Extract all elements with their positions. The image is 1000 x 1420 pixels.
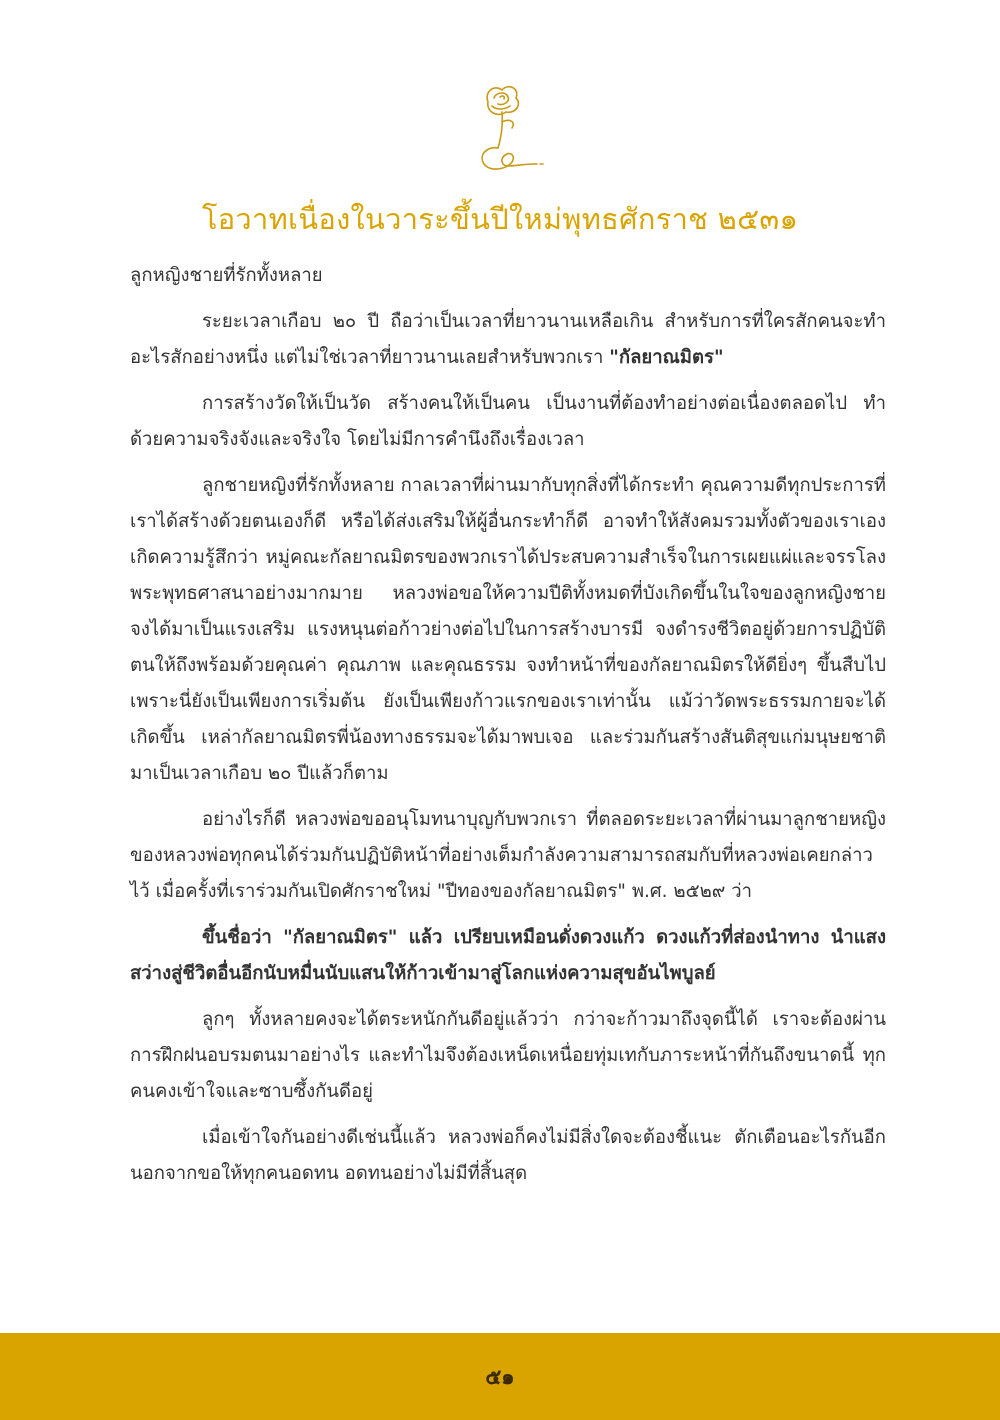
paragraph: [130, 304, 886, 376]
rose-signature-icon: [458, 80, 548, 180]
paragraph: ลูกชายหญิงที่รักทั้งหลาย กาลเวลาที่ผ่านมากับทุกสิ่งที่ได้กระทำ คุณความดีทุกประการที่เราได้สร้างด้วยตนเองก็ดี หรือได้ส่งเสริมให้ผู้อื่นกระทำก็ดี อาจทำให้สังคมรวมทั้งตัวของเราเองเกิดความรู้สึกว่า หมู่คณะกัลยาณมิตรของพวกเราได้ประสบความสำเร็จในการเผยแผ่และจรรโลงพระพุทธศาสนาอย่างมากมาย หลวงพ่อขอให้ความปีติทั้งหมดที่บังเกิดขึ้นในใจของลูกหญิงชาย จงได้มาเป็นแรงเสริม แรงหนุนต่อก้าวย่างต่อไปในการสร้างบารมี จงดำรงชีวิตอยู่ด้วยการปฏิบัติตนให้ถึงพร้อมด้วยคุณค่า คุณภาพ และคุณธรรม จงทำหน้าที่ของกัลยาณมิตรให้ดียิ่งๆ ขึ้นสืบไป เพราะนี่ยังเป็นเพียงการเริ่มต้น ยังเป็นเพียงก้าวแรกของเราเท่านั้น แม้ว่าวัดพระธรรมกายจะได้เกิดขึ้น เหล่ากัลยาณมิตรพี่น้องทางธรรมจะได้มาพบเจอ และร่วมกันสร้างสันติสุขแก่มนุษยชาติมาเป็นเวลาเกือบ ๒๐ ปีแล้วก็ตาม: [130, 475, 886, 784]
paragraph: อย่างไรก็ดี หลวงพ่อขออนุโมทนาบุญกับพวกเรา ที่ตลอดระยะเวลาที่ผ่านมาลูกชายหญิงของหลวงพ่อทุกคนได้ร่วมกันปฏิบัติหน้าที่อย่างเต็มกำลังความสามารถสมกับที่หลวงพ่อเคยกล่าวไว้ เมื่อครั้งที่เราร่วมกันเปิดศักราชใหม่ "ปีทองของกัลยาณมิตร" พ.ศ. ๒๕๒๙ ว่า: [130, 809, 886, 902]
paragraph: เมื่อเข้าใจกันอย่างดีเช่นนี้แล้ว หลวงพ่อก็คงไม่มีสิ่งใดจะต้องชี้แนะ ตักเตือนอะไรกันอีก นอกจากขอให้ทุกคนอดทน อดทนอย่างไม่มีที่สิ้นสุด: [130, 1127, 886, 1184]
paragraph: การสร้างวัดให้เป็นวัด สร้างคนให้เป็นคน เป็นงานที่ต้องทำอย่างต่อเนื่องตลอดไป ทำด้วยความจริงจังและจริงใจ โดยไม่มีการคำนึงถึงเรื่องเวลา: [130, 393, 886, 450]
body-text: [130, 258, 886, 1202]
page-footer: [0, 1333, 1000, 1420]
page-number: ๕๑: [485, 1365, 515, 1389]
bold-phrase: "กัลยาณมิตร": [609, 347, 724, 368]
salutation: ลูกหญิงชายที่รักทั้งหลาย: [130, 265, 323, 286]
paragraph: ลูกๆ ทั้งหลายคงจะได้ตระหนักกันดีอยู่แล้วว่า กว่าจะก้าวมาถึงจุดนี้ได้ เราจะต้องผ่านการฝึกฝนอบรมตนมาอย่างไร และทำไมจึงต้องเหน็ดเหนื่อยทุ่มเทกับภาระหน้าที่กันถึงขนาดนี้ ทุกคนคงเข้าใจและซาบซึ้งกันดีอยู่: [130, 1009, 886, 1102]
page-title: โอวาทเนื่องในวาระขึ้นปีใหม่พุทธศักราช ๒๕๓๑: [201, 202, 799, 236]
paragraph-text: ระยะเวลาเกือบ ๒๐ ปี ถือว่าเป็นเวลาที่ยาวนานเหลือเกิน สำหรับการที่ใครสักคนจะทำอะไรสักอย่างหนึ่ง แต่ไม่ใช่เวลาที่ยาวนานเลยสำหรับพวกเรา: [130, 311, 886, 368]
quote-paragraph: ขึ้นชื่อว่า "กัลยาณมิตร" แล้ว เปรียบเหมือนดั่งดวงแก้ว ดวงแก้วที่ส่องนำทาง นำแสงสว่างสู่ชีวิตอื่นอีกนับหมื่นนับแสนให้ก้าวเข้ามาสู่โลกแห่งความสุขอันไพบูลย์: [130, 927, 886, 984]
